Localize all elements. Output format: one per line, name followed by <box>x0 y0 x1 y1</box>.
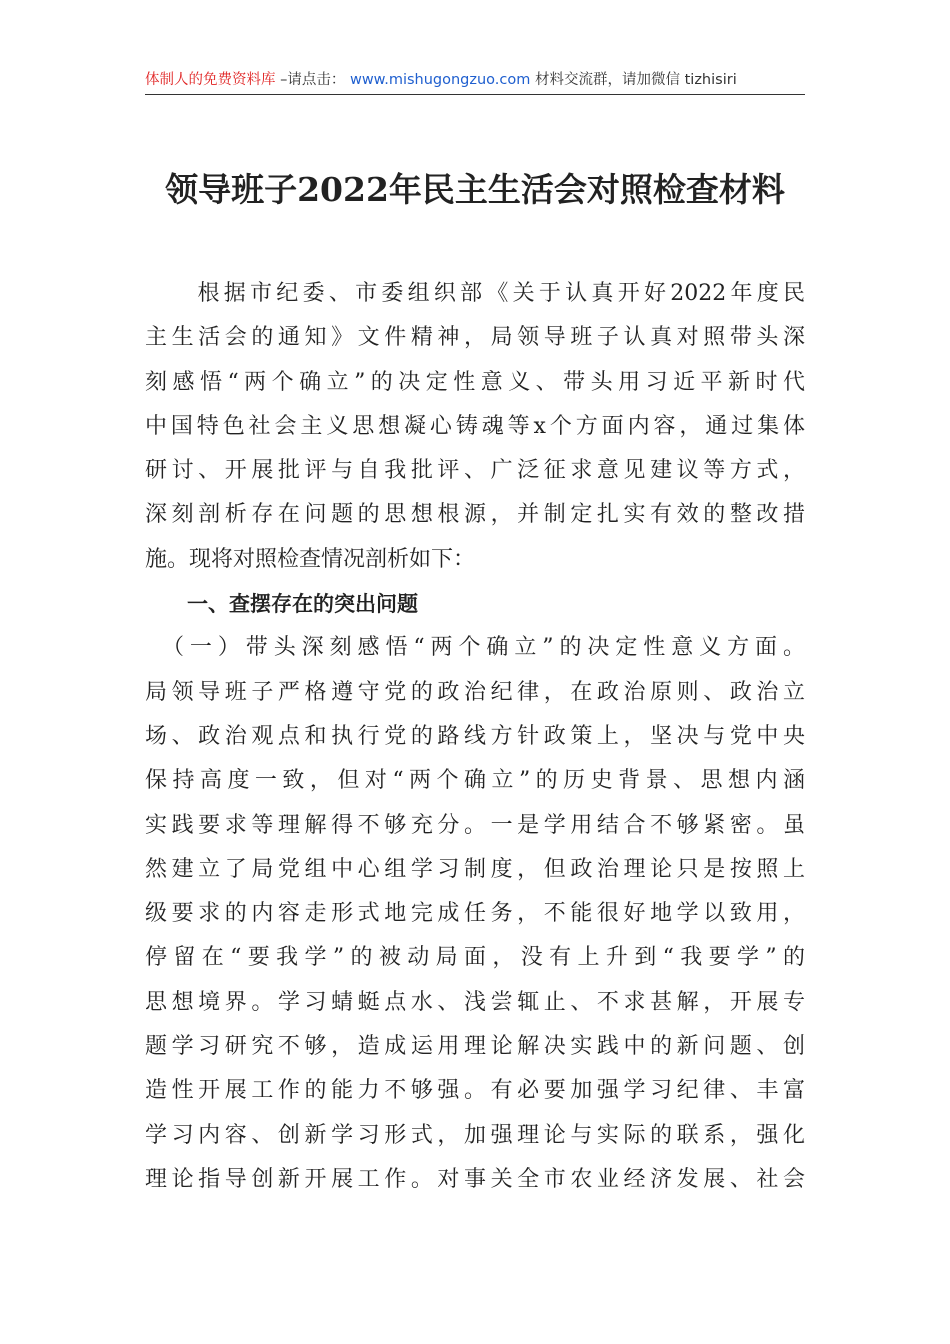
paragraph-line: 停留在“要我学”的被动局面，没有上升到“我要学”的 <box>145 945 805 971</box>
paragraph-line: 根据市纪委、市委组织部《关于认真开好2022年度民 <box>145 281 805 306</box>
header-url-link[interactable]: www.mishugongzuo.com <box>349 72 531 88</box>
paragraph-line: 学习内容、创新学习形式，加强理论与实际的联系，强化 <box>145 1122 805 1148</box>
page-header <box>145 66 805 95</box>
paragraph-line: 中国特色社会主义思想凝心铸魂等x个方面内容，通过集体 <box>145 413 805 439</box>
document-title: 领导班子2022年民主生活会对照检查材料 <box>165 170 785 209</box>
paragraph-line: 思想境界。学习蜻蜓点水、浅尝辄止、不求甚解，开展专 <box>145 989 805 1015</box>
paragraph-line: 刻感悟“两个确立”的决定性意义、带头用习近平新时代 <box>145 369 805 395</box>
paragraph-line: 理论指导创新开展工作。对事关全市农业经济发展、社会 <box>145 1166 805 1192</box>
paragraph-line: 实践要求等理解得不够充分。一是学用结合不够紧密。虽 <box>145 812 805 838</box>
paragraph-line: 施。现将对照检查情况剖析如下： <box>145 546 476 572</box>
paragraph-line: 造性开展工作的能力不够强。有必要加强学习纪律、丰富 <box>145 1078 805 1104</box>
paragraph-line: 深刻剖析存在问题的思想根源，并制定扎实有效的整改措 <box>145 502 805 528</box>
paragraph-line: （一）带头深刻感悟“两个确立”的决定性意义方面。 <box>145 635 805 661</box>
paragraph-line: 主生活会的通知》文件精神，局领导班子认真对照带头深 <box>145 325 805 351</box>
paragraph-line: 局领导班子严格遵守党的政治纪律，在政治原则、政治立 <box>145 679 805 705</box>
paragraph-line: 级要求的内容走形式地完成任务，不能很好地学以致用， <box>145 901 805 927</box>
header-note: 材料交流群，请加微信 tizhisiri <box>535 72 737 88</box>
paragraph-line: 保持高度一致，但对“两个确立”的历史背景、思想内涵 <box>145 768 805 794</box>
header-prompt: –请点击： <box>280 72 346 88</box>
paragraph-line: 场、政治观点和执行党的路线方针政策上，坚决与党中央 <box>145 723 805 749</box>
paragraph-line: 研讨、开展批评与自我批评、广泛征求意见建议等方式， <box>145 458 805 484</box>
header-brand: 体制人的免费资料库 <box>145 72 276 88</box>
paragraph-line: 然建立了局党组中心组学习制度，但政治理论只是按照上 <box>145 856 805 882</box>
section-heading: 一、查摆存在的突出问题 <box>145 592 418 617</box>
paragraph-line: 题学习研究不够，造成运用理论解决实践中的新问题、创 <box>145 1034 805 1060</box>
document-body <box>145 272 805 1202</box>
